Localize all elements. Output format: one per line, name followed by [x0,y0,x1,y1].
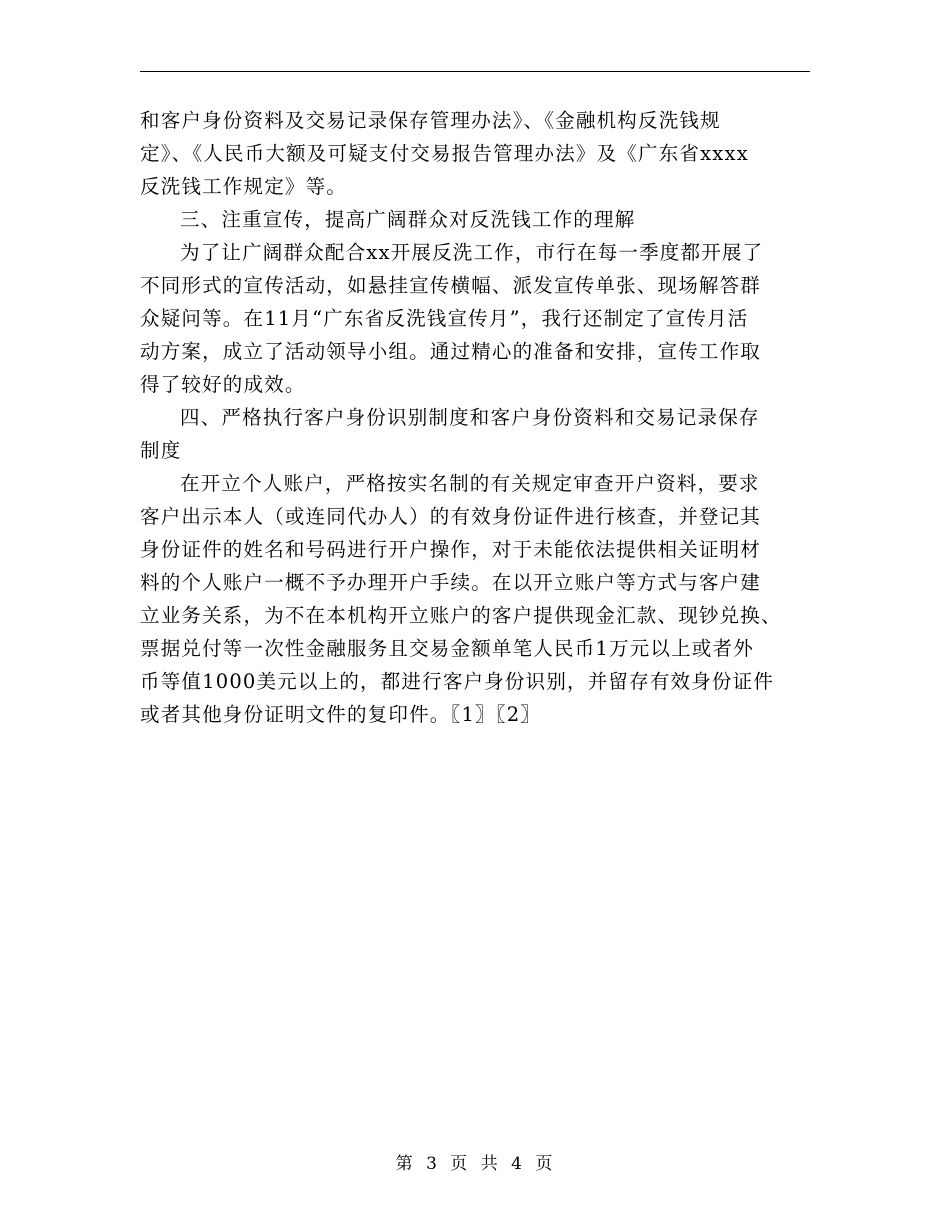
text-line: 立业务关系，为不在本机构开立账户的客户提供现金汇款、现钞兑换、 [140,604,782,627]
text-line: 和客户身份资料及交易记录保存管理办法》、《金融机构反洗钱规 [140,109,721,132]
text-line: 不同形式的宣传活动，如悬挂宣传横幅、派发宣传单张、现场解答群 [140,274,762,297]
text-line: 料的个人账户一概不予办理开户手续。在以开立账户等方式与客户建 [140,571,762,594]
text-line: 四、严格执行客户身份识别制度和客户身份资料和交易记录保存 [180,406,760,429]
text-line: 身份证件的姓名和号码进行开户操作，对于未能依法提供相关证明材 [140,538,762,561]
text-line: 客户出示本人（或连同代办人）的有效身份证件进行核查，并登记其 [140,505,762,528]
header-rule [140,71,810,72]
document-body [140,104,810,731]
text-line: 众疑问等。在11月“广东省反洗钱宣传月”，我行还制定了宣传月活 [140,307,749,330]
text-line: 制度 [140,439,182,462]
text-line: 在开立个人账户，严格按实名制的有关规定审查开户资料，要求 [180,472,760,495]
text-line: 三、注重宣传，提高广阔群众对反洗钱工作的理解 [180,208,636,231]
text-line: 币等值1000美元以上的，都进行客户身份识别，并留存有效身份证件 [140,670,775,693]
text-line: 反洗钱工作规定》等。 [140,175,348,198]
text-line: 动方案，成立了活动领导小组。通过精心的准备和安排，宣传工作取 [140,340,762,363]
text-line: 或者其他身份证明文件的复印件。〖1〗〖2〗 [140,703,542,726]
text-line: 得了较好的成效。 [140,373,306,396]
text-line: 定》、《人民币大额及可疑支付交易报告管理办法》及《广东省xxxx [140,142,749,165]
text-line: 票据兑付等一次性金融服务且交易金额单笔人民币1万元以上或者外 [140,637,754,660]
page-footer: 第 3 页 共 4 页 [395,1154,555,1174]
text-line: 为了让广阔群众配合xx开展反洗工作，市行在每一季度都开展了 [180,241,764,264]
